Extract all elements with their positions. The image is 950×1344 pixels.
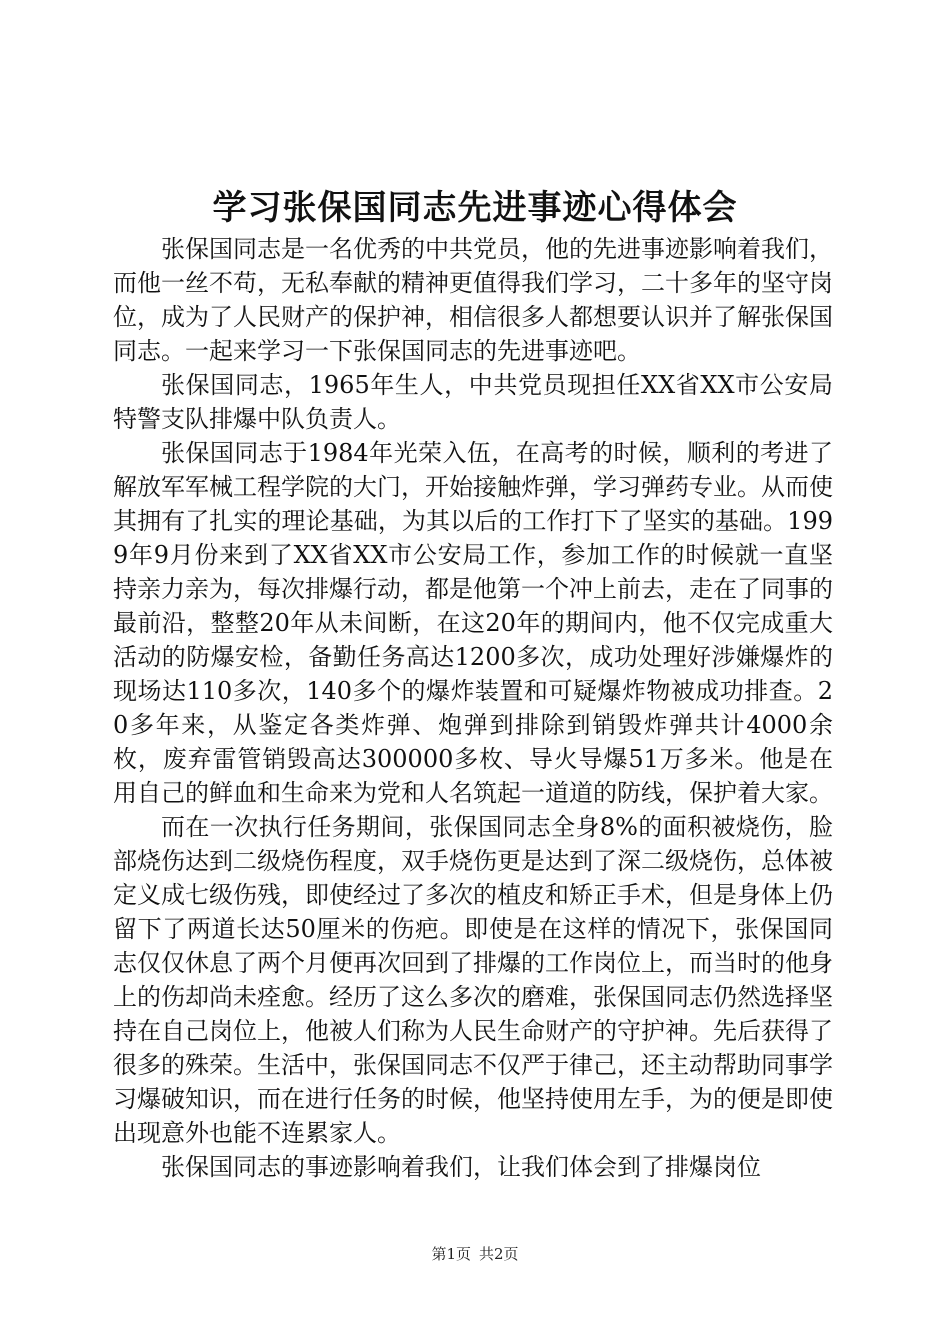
document-body [113,232,833,1184]
paragraph: 张保国同志的事迹影响着我们，让我们体会到了排爆岗位 [161,1153,761,1181]
page-number: 第1页 [431,1245,471,1263]
paragraph: 张保国同志是一名优秀的中共党员，他的先进事迹影响着我们，而他一丝不苟，无私奉献的精神更值得我们学习，二十多年的坚守岗位，成为了人民财产的保护神，相信很多人都想要认识并了解张保国同志。一起来学习一下张保国同志的先进事迹吧。 [113,235,833,365]
page-total: 共2页 [479,1245,519,1263]
paragraph: 张保国同志，1965年生人，中共党员现担任XX省XX市公安局特警支队排爆中队负责人。 [113,371,833,433]
paragraph: 而在一次执行任务期间，张保国同志全身8%的面积被烧伤，脸部烧伤达到二级烧伤程度，双手烧伤更是达到了深二级烧伤，总体被定义成七级伤残，即使经过了多次的植皮和矫正手术，但是身体上仍留下了两道长达50厘米的伤疤。即使是在这样的情况下，张保国同志仅仅休息了两个月便再次回到了排爆的工作岗位上，而当时的他身上的伤却尚未痊愈。经历了这么多次的磨难，张保国同志仍然选择坚持在自己岗位上，他被人们称为人民生命财产的守护神。先后获得了很多的殊荣。生活中，张保国同志不仅严于律己，还主动帮助同事学习爆破知识，而在进行任务的时候，他坚持使用左手，为的便是即使出现意外也能不连累家人。 [113,813,833,1147]
paragraph: 张保国同志于1984年光荣入伍，在高考的时候，顺利的考进了解放军军械工程学院的大门，开始接触炸弹，学习弹药专业。从而使其拥有了扎实的理论基础，为其以后的工作打下了坚实的基础。1999年9月份来到了XX省XX市公安局工作，参加工作的时候就一直坚持亲力亲为，每次排爆行动，都是他第一个冲上前去，走在了同事的最前沿，整整20年从未间断，在这20年的期间内，他不仅完成重大活动的防爆安检，备勤任务高达1200多次，成功处理好涉嫌爆炸的现场达110多次，140多个的爆炸装置和可疑爆炸物被成功排查。20多年来，从鉴定各类炸弹、炮弹到排除到销毁炸弹共计4000余枚，废弃雷管销毁高达300000多枚、导火导爆51万多米。他是在用自己的鲜血和生命来为党和人名筑起一道道的防线，保护着大家。 [113,439,833,807]
page-footer [0,1243,950,1265]
document-title: 学习张保国同志先进事迹心得体会 [212,188,738,228]
